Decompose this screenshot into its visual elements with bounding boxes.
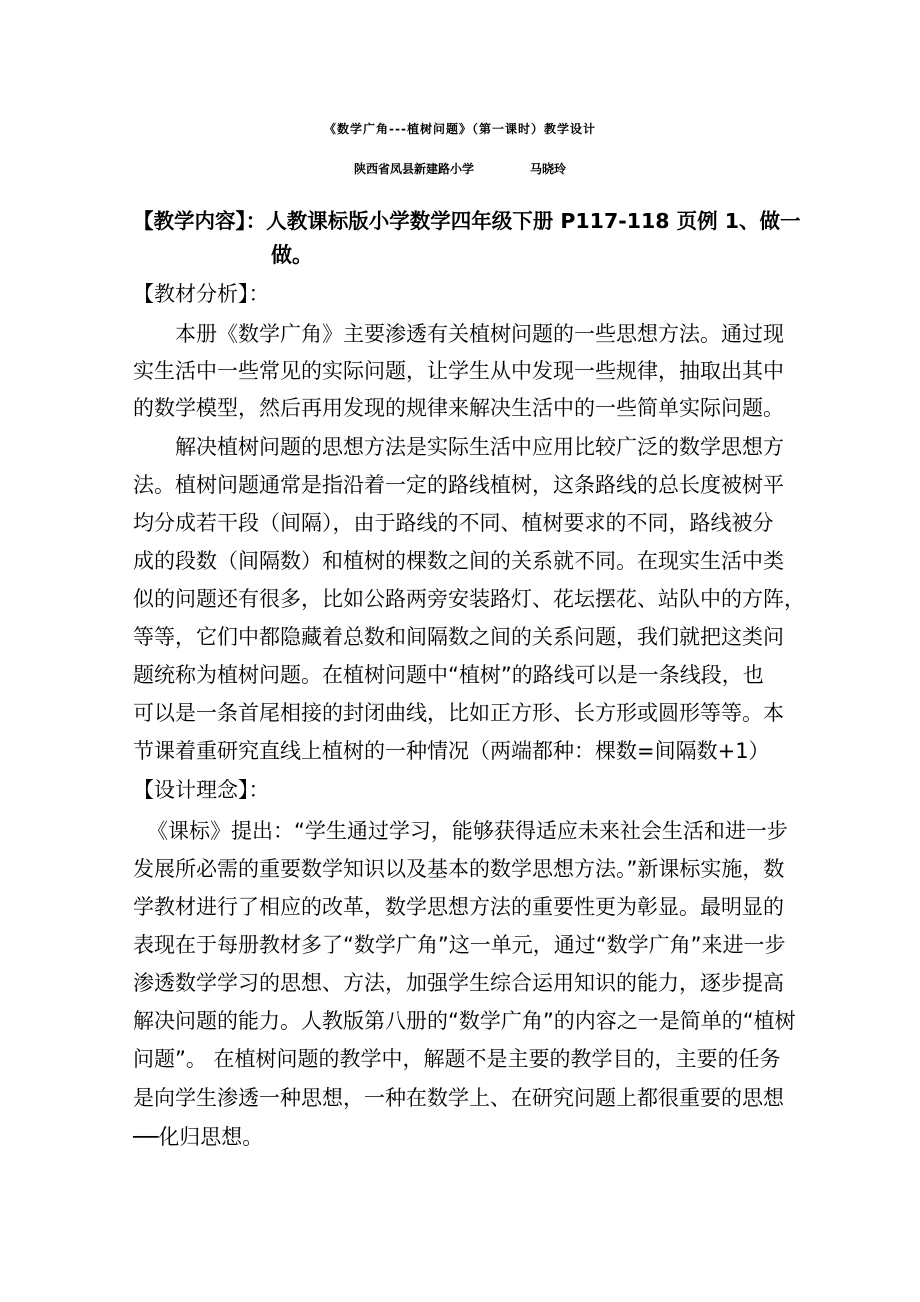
analysis-line-12: 节课着重研究直线上植树的一种情况（两端都种：棵数=间隔数+1） bbox=[133, 739, 770, 763]
analysis-line-7: 成的段数（间隔数）和植树的棵数之间的关系就不同。在现实生活中类 bbox=[133, 549, 784, 573]
analysis-line-10: 题统称为植树问题。在植树问题中“植树”的路线可以是一条线段，也 bbox=[133, 663, 764, 687]
concept-line-4: 表现在于每册教材多了“数学广角”这一单元，通过“数学广角”来进一步 bbox=[133, 933, 786, 957]
concept-line-1: 《课标》提出：“学生通过学习，能够获得适应未来社会生活和进一步 bbox=[147, 819, 788, 843]
concept-line-5: 渗透数学学习的思想、方法，加强学生综合运用知识的能力，逐步提高 bbox=[133, 971, 784, 995]
content-text: 人教课标版小学数学四年级下册 P117-118 页例 1、做一 bbox=[266, 209, 801, 233]
document-title: 《数学广角---植树问题》（第一课时）教学设计 bbox=[324, 122, 596, 136]
analysis-line-1: 本册《数学广角》主要渗透有关植树问题的一些思想方法。通过现 bbox=[175, 322, 784, 346]
concept-line-7: 问题”。 在植树问题的教学中，解题不是主要的教学目的，主要的任务 bbox=[133, 1047, 781, 1071]
content-text-continued: 做。 bbox=[271, 243, 313, 267]
analysis-line-11: 可以是一条首尾相接的封闭曲线，比如正方形、长方形或圆形等等。本 bbox=[133, 701, 784, 725]
author-line bbox=[0, 160, 920, 177]
analysis-line-4: 解决植树问题的思想方法是实际生活中应用比较广泛的数学思想方 bbox=[175, 435, 784, 459]
analysis-line-2: 实生活中一些常见的实际问题，让学生从中发现一些规律，抽取出其中 bbox=[133, 359, 784, 383]
concept-line-9: ──化归思想。 bbox=[133, 1125, 264, 1149]
analysis-line-6: 均分成若干段（间隔），由于路线的不同、植树要求的不同，路线被分 bbox=[133, 511, 774, 535]
concept-line-8: 是向学生渗透一种思想，一种在数学上、在研究问题上都很重要的思想 bbox=[133, 1086, 784, 1110]
author-school: 陕西省凤县新建路小学 bbox=[353, 162, 474, 176]
analysis-line-9: 等等，它们中都隐藏着总数和间隔数之间的关系问题，我们就把这类问 bbox=[133, 625, 784, 649]
analysis-line-5: 法。植树问题通常是指沿着一定的路线植树，这条路线的总长度被树平 bbox=[133, 473, 784, 497]
content-line-1 bbox=[133, 204, 801, 234]
concept-line-3: 学教材进行了相应的改革，数学思想方法的重要性更为彰显。最明显的 bbox=[133, 895, 784, 919]
author-name: 马晓玲 bbox=[530, 162, 567, 176]
analysis-line-8: 似的问题还有很多，比如公路两旁安装路灯、花坛摆花、站队中的方阵， bbox=[133, 587, 805, 611]
concept-heading: 【设计理念】： bbox=[133, 778, 270, 802]
concept-line-2: 发展所必需的重要数学知识以及基本的数学思想方法。”新课标实施，数 bbox=[133, 857, 785, 881]
concept-line-6: 解决问题的能力。人教版第八册的“数学广角”的内容之一是简单的“植树 bbox=[133, 1009, 796, 1033]
analysis-line-3: 的数学模型，然后再用发现的规律来解决生活中的一些简单实际问题。 bbox=[133, 396, 784, 420]
analysis-heading: 【教材分析】： bbox=[133, 282, 270, 306]
content-heading: 【教学内容】： bbox=[133, 209, 267, 233]
